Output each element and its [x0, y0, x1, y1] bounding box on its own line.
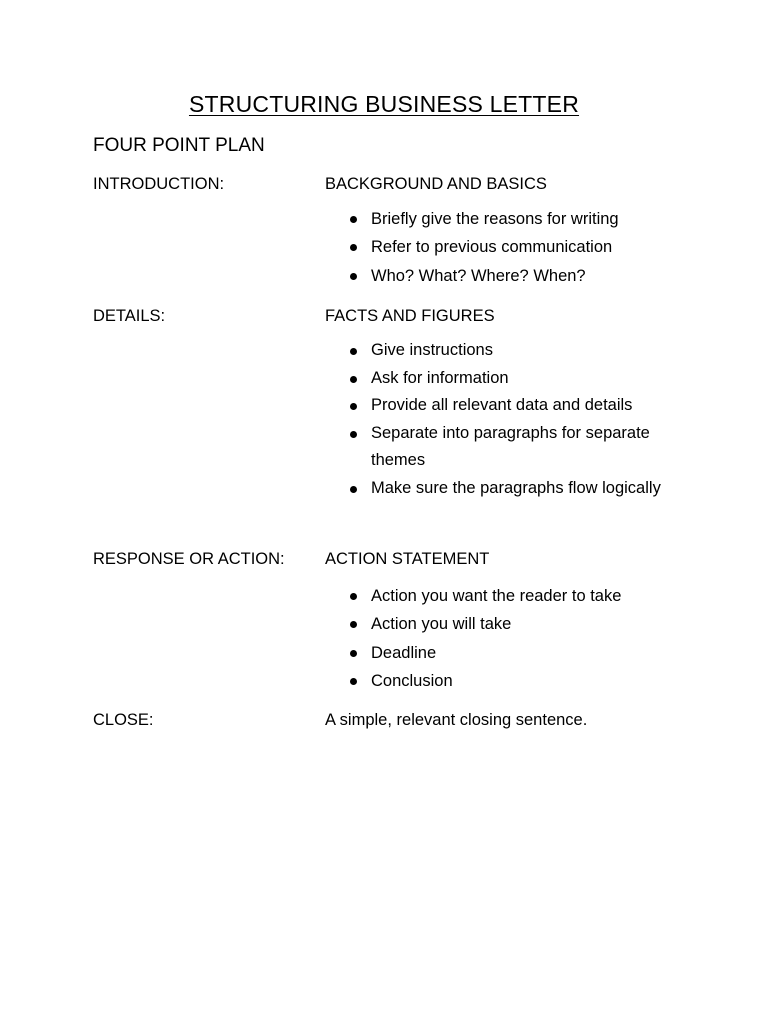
section-label-response: RESPONSE OR ACTION:	[93, 550, 285, 568]
bullet-icon	[350, 593, 357, 600]
bullet-list-response	[325, 582, 705, 695]
section-heading-details: FACTS AND FIGURES	[325, 307, 495, 325]
section-heading-close: A simple, relevant closing sentence.	[325, 711, 588, 729]
list-item	[325, 262, 705, 290]
plan-subtitle: FOUR POINT PLAN	[93, 135, 265, 156]
bullet-icon	[350, 348, 357, 355]
bullet-icon	[350, 403, 357, 410]
list-item-text: Make sure the paragraphs flow logically	[371, 478, 661, 497]
list-item	[325, 475, 691, 503]
bullet-icon	[350, 621, 357, 628]
list-item	[325, 392, 655, 420]
section-label-introduction: INTRODUCTION:	[93, 175, 225, 193]
bullet-icon	[350, 650, 357, 657]
section-heading-introduction: BACKGROUND AND BASICS	[325, 175, 547, 193]
section-label-details: DETAILS:	[93, 307, 166, 325]
list-item	[325, 582, 705, 610]
list-item-text: Action you want the reader to take	[371, 587, 622, 605]
bullet-icon	[350, 273, 357, 280]
list-item-text: Briefly give the reasons for writing	[371, 210, 619, 228]
list-item-text: Conclusion	[371, 671, 453, 690]
list-item-text: Deadline	[371, 643, 437, 662]
list-item	[325, 667, 705, 695]
list-item-text: Ask for information	[371, 368, 509, 387]
list-item-text: Provide all relevant data and details	[371, 396, 633, 414]
list-item	[325, 337, 655, 365]
list-item	[325, 205, 705, 233]
bullet-icon	[350, 376, 357, 383]
section-heading-response: ACTION STATEMENT	[325, 550, 490, 568]
bullet-icon	[350, 678, 357, 685]
bullet-list-introduction	[325, 205, 705, 290]
bullet-icon	[350, 216, 357, 223]
list-item	[325, 233, 705, 261]
document-title	[0, 88, 768, 120]
list-item	[325, 365, 655, 393]
bullet-icon	[350, 244, 357, 251]
list-item	[325, 610, 705, 638]
bullet-icon	[350, 486, 357, 493]
list-item-text: Separate into paragraphs for separate themes	[371, 423, 650, 469]
bullet-list-details	[325, 337, 661, 502]
list-item-text: Give instructions	[371, 341, 493, 359]
document-title-text: STRUCTURING BUSINESS LETTER	[188, 91, 580, 117]
list-item-text: Who? What? Where? When?	[371, 266, 586, 285]
bullet-icon	[350, 431, 357, 438]
list-item-text: Refer to previous communication	[371, 238, 613, 257]
section-label-close: CLOSE:	[93, 711, 154, 729]
list-item-text: Action you will take	[371, 615, 512, 634]
list-item	[325, 639, 705, 667]
list-item	[325, 420, 661, 475]
